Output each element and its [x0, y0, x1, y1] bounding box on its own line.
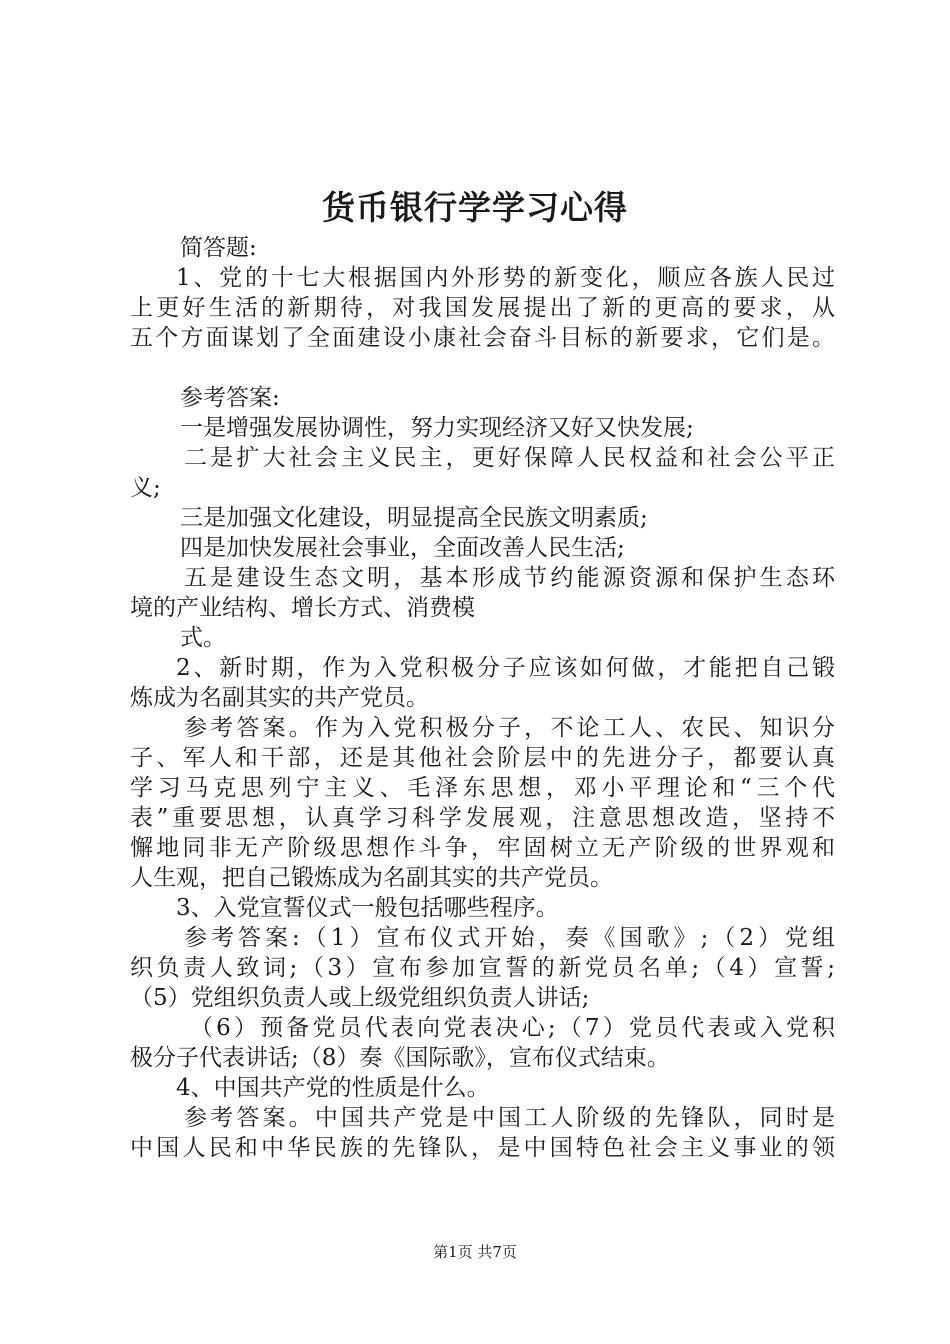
text-line: 一是增强发展协调性，努力实现经济又好又快发展; — [180, 415, 694, 441]
text-line: 五个方面谋划了全面建设小康社会奋斗目标的新要求，它们是。 — [130, 325, 835, 351]
document-title: 货币银行学学习心得 — [322, 188, 628, 227]
text-line: 学习马克思列宁主义、毛泽东思想，邓小平理论和“三个代 — [130, 775, 835, 801]
text-line: 境的产业结构、增长方式、消费模 — [130, 595, 475, 621]
text-line: 参考答案。中国共产党是中国工人阶级的先锋队，同时是 — [184, 1105, 835, 1131]
text-line: 上更好生活的新期待，对我国发展提出了新的更高的要求，从 — [130, 295, 835, 321]
text-line: 三是加强文化建设，明显提高全民族文明素质; — [180, 505, 648, 531]
text-line: 简答题: — [180, 235, 257, 261]
text-line: 2、新时期，作为入党积极分子应该如何做，才能把自己锻 — [176, 655, 835, 681]
text-line: 义; — [130, 475, 161, 501]
text-line: 人生观，把自己锻炼成为名副其实的共产党员。 — [130, 865, 613, 891]
text-line: 中国人民和中华民族的先锋队，是中国特色社会主义事业的领 — [130, 1135, 835, 1161]
text-line: 参考答案。作为入党积极分子，不论工人、农民、知识分 — [184, 715, 835, 741]
text-line: （5）党组织负责人或上级党组织负责人讲话; — [130, 985, 590, 1011]
text-line: 4、中国共产党的性质是什么。 — [176, 1075, 490, 1101]
text-line: 参考答案:（1）宣布仪式开始，奏《国歌》;（2）党组 — [184, 925, 835, 951]
text-line: 织负责人致词;（3）宣布参加宣誓的新党员名单;（4）宣誓; — [130, 955, 835, 981]
text-line: 懈地同非无产阶级思想作斗争，牢固树立无产阶级的世界观和 — [130, 835, 835, 861]
text-line: 式。 — [180, 625, 226, 651]
page-footer: 第1页 共7页 — [433, 1243, 517, 1261]
text-line: 五是建设生态文明，基本形成节约能源资源和保护生态环 — [184, 565, 835, 591]
text-line: 炼成为名副其实的共产党员。 — [130, 685, 429, 711]
text-line: 1、党的十七大根据国内外形势的新变化，顺应各族人民过 — [176, 265, 835, 291]
text-line: 子、军人和干部，还是其他社会阶层中的先进分子，都要认真 — [130, 745, 835, 771]
text-line: 3、入党宣誓仪式一般包括哪些程序。 — [176, 895, 559, 921]
text-line: 四是加快发展社会事业，全面改善人民生活; — [180, 535, 625, 561]
text-line: 极分子代表讲话;（8）奏《国际歌》，宣布仪式结束。 — [130, 1045, 670, 1071]
text-line: 参考答案: — [180, 385, 280, 411]
text-line: 表”重要思想，认真学习科学发展观，注意思想改造，坚持不 — [130, 805, 835, 831]
text-line: （6）预备党员代表向党表决心;（7）党员代表或入党积 — [190, 1015, 835, 1041]
text-line: 二是扩大社会主义民主，更好保障人民权益和社会公平正 — [184, 445, 835, 471]
document-body — [130, 233, 835, 1163]
blank-line — [130, 353, 835, 383]
